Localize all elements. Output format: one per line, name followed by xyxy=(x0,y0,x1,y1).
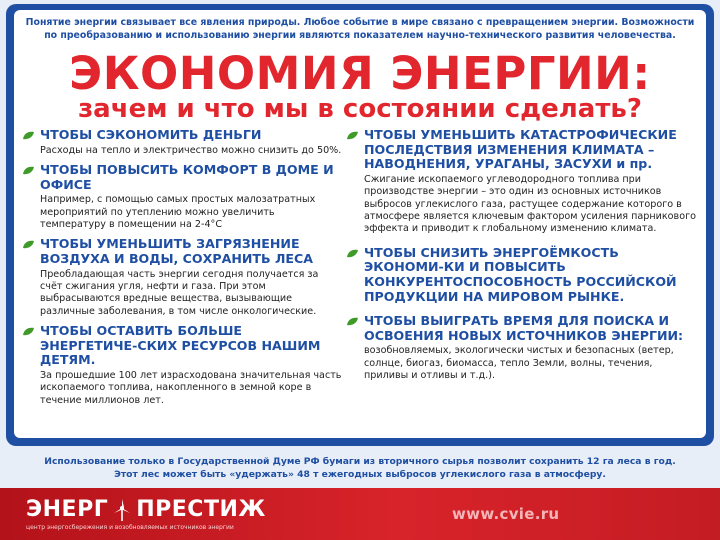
brand-name-part-2: ПРЕСТИЖ xyxy=(136,497,266,522)
item-text: Сжигание ископаемого углеводородного топлива при производстве энергии – это один из основных источников выбросов углекислого газа, растущее содержание которого в атмосфере является ключевым фактором усиления парникового эффекта и приводит к глобальному изменению климата. xyxy=(364,173,696,235)
leaf-icon xyxy=(22,240,35,249)
leaf-icon xyxy=(22,131,35,140)
leaf-icon xyxy=(346,249,359,258)
leaf-icon xyxy=(22,166,35,175)
item-heading: ЧТОБЫ ВЫИГРАТЬ ВРЕМЯ ДЛЯ ПОИСКА И ОСВОЕНИЯ НОВЫХ ИСТОЧНИКОВ ЭНЕРГИИ: xyxy=(364,313,684,343)
left-column xyxy=(22,128,342,413)
list-item xyxy=(346,128,698,236)
brand-logo xyxy=(26,497,266,522)
leaf-icon xyxy=(346,317,359,326)
list-item xyxy=(22,237,342,318)
poster-title: ЭКОНОМИЯ ЭНЕРГИИ: xyxy=(69,47,651,100)
item-heading: ЧТОБЫ УМЕНЬШИТЬ КАТАСТРОФИЧЕСКИЕ ПОСЛЕДСТВИЯ ИЗМЕНЕНИЯ КЛИМАТА – НАВОДНЕНИЯ, УРАГАНЫ, ЗАСУХИ и пр. xyxy=(364,127,677,172)
list-item xyxy=(22,128,342,157)
item-heading: ЧТОБЫ ПОВЫСИТЬ КОМФОРТ В ДОМЕ И ОФИСЕ xyxy=(40,162,334,192)
intro-text: Понятие энергии связывает все явления природы. Любое событие в мире связано с превращением энергии. Возможности по преобразованию и использованию энергии являются показателем научно-технического развития человечества. xyxy=(25,17,695,41)
right-column xyxy=(346,128,698,389)
brand-tagline: центр энергосбережения и возобновляемых источников энергии xyxy=(26,524,234,531)
footer-note xyxy=(10,455,710,481)
item-text: Преобладающая часть энергии сегодня получается за счёт сжигания угля, нефти и газа. При этом выбрасываются вредные вещества, вызывающие различные заболевания, в том числе онкологические. xyxy=(40,268,319,317)
list-item xyxy=(22,324,342,407)
item-text: Например, с помощью самых простых малозатратных мероприятий по утеплению можно увеличить температуру в помещении на 2-4°С xyxy=(40,194,316,230)
item-heading: ЧТОБЫ УМЕНЬШИТЬ ЗАГРЯЗНЕНИЕ ВОЗДУХА И ВОДЫ, СОХРАНИТЬ ЛЕСА xyxy=(40,236,314,266)
footer-note-line-1: Использование только в Государственной Думе РФ бумаги из вторичного сырья позволит сохранить 12 га леса в год. xyxy=(44,456,676,467)
item-heading: ЧТОБЫ СНИЗИТЬ ЭНЕРГОЁМКОСТЬ ЭКОНОМИ-КИ И ПОВЫСИТЬ КОНКУРЕНТОСПОСОБНОСТЬ РОССИЙСКОЙ ПРОДУКЦИИ НА МИРОВОМ РЫНКЕ. xyxy=(364,244,677,304)
brand-name-part-1: ЭНЕРГ xyxy=(26,497,109,522)
list-item xyxy=(346,314,698,382)
item-heading: ЧТОБЫ СЭКОНОМИТЬ ДЕНЬГИ xyxy=(40,127,262,142)
item-text: За прошедшие 100 лет израсходована значительная часть ископаемого топлива, накопленного в земной коре в течение миллионов лет. xyxy=(40,370,342,406)
list-item xyxy=(346,246,698,304)
item-text: возобновляемых, экологически чистых и безопасных (ветер, солнце, биогаз, биомасса, тепло Земли, волны, течения, приливы и отливы и т.д.). xyxy=(364,345,674,382)
poster-subtitle: зачем и что мы в состоянии сделать? xyxy=(78,94,642,124)
item-text: Расходы на тепло и электричество можно снизить до 50%. xyxy=(40,144,342,156)
website-link[interactable]: www.cvie.ru xyxy=(452,505,560,523)
item-heading: ЧТОБЫ ОСТАВИТЬ БОЛЬШЕ ЭНЕРГЕТИЧЕ-СКИХ РЕСУРСОВ НАШИМ ДЕТЯМ. xyxy=(40,323,321,368)
footer-note-line-2: Этот лес может быть «удержать» 48 т ежегодных выбросов углекислого газа в атмосферу. xyxy=(114,469,606,480)
list-item xyxy=(22,163,342,231)
wind-turbine-icon xyxy=(111,498,133,522)
leaf-icon xyxy=(22,327,35,336)
leaf-icon xyxy=(346,131,359,140)
